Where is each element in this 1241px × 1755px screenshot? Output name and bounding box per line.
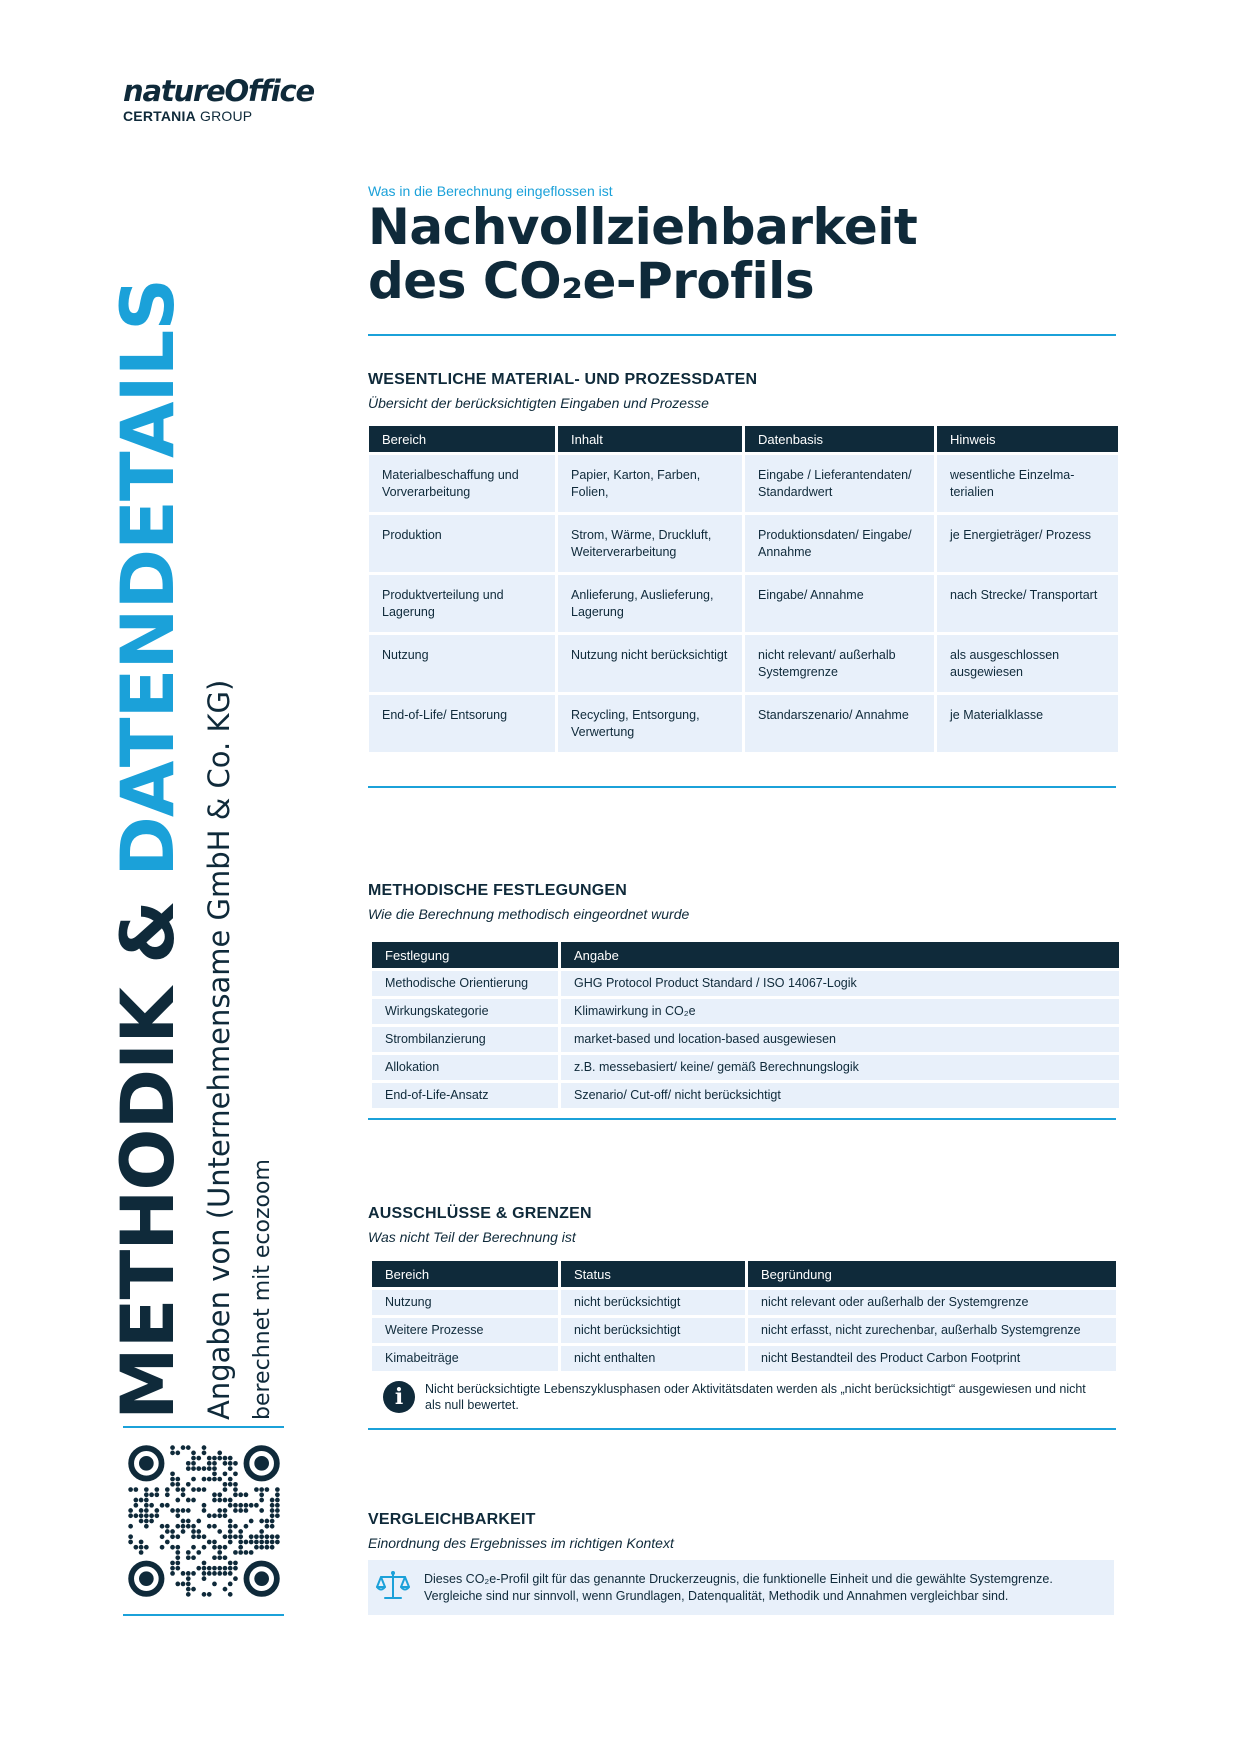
section4-title: VERGLEICHBARKEIT (368, 1511, 536, 1528)
page-title-line1: Nachvollziehbarkeit (368, 198, 918, 256)
scale-icon (375, 1568, 411, 1604)
logo-brand: natureOffice (123, 74, 314, 108)
qr-rule-bottom (123, 1614, 284, 1616)
table-header-cell: Hinweis (937, 426, 1118, 452)
section2-subtitle: Wie die Berechnung methodisch eingeordnet wurde (368, 906, 690, 922)
qr-code[interactable] (128, 1445, 280, 1597)
table-row (372, 1318, 1116, 1343)
table-row (372, 999, 1119, 1024)
table-cell: Anlieferung, Auslieferung, Lagerung (558, 575, 742, 632)
section3-title: AUSSCHLÜSSE & GRENZEN (368, 1205, 592, 1222)
qr-rule-top (123, 1426, 284, 1428)
table-cell: Klimawirkung in CO₂e (561, 999, 1119, 1024)
table-row (369, 635, 1118, 692)
comparability-text: Dieses CO₂e-Profil gilt für das genannte Druckerzeugnis, die funktionelle Einheit und die gewählte Systemgrenze. Vergleiche sind nur sinnvoll, wenn Grundlagen, Datenqualität, Methodik und Annahmen vergleichbar sind. (424, 1572, 1053, 1603)
logo-group-rest: GROUP (195, 108, 253, 124)
table-header-cell: Festlegung (372, 942, 558, 968)
section2-rule (368, 1118, 1116, 1120)
table-cell: Strom, Wärme, Druckluft, Weiterverarbeitung (558, 515, 742, 572)
table-row (369, 515, 1118, 572)
table-cell: Produktverteilung und Lagerung (369, 575, 555, 632)
table-cell: Produktion (369, 515, 555, 572)
exclusions-table (369, 1258, 1119, 1374)
table-cell: nach Strecke/ Transportart (937, 575, 1118, 632)
table-header-cell: Bereich (372, 1261, 558, 1287)
table-cell: End-of-Life/ Entsorung (369, 695, 555, 752)
table-cell: Standarszenario/ Annahme (745, 695, 934, 752)
table-cell: als ausgeschlossen ausgewiesen (937, 635, 1118, 692)
section1-title: WESENTLICHE MATERIAL- UND PROZESSDATEN (368, 371, 758, 388)
table-cell: nicht erfasst, nicht zurechenbar, außerhalb Systemgrenze (748, 1318, 1116, 1343)
table-cell: nicht berücksichtigt (561, 1318, 745, 1343)
table-row (369, 575, 1118, 632)
table-cell: market-based und location-based ausgewiesen (561, 1027, 1119, 1052)
table-row (372, 1290, 1116, 1315)
info-icon: i (383, 1381, 415, 1413)
table-cell: Eingabe/ Annahme (745, 575, 934, 632)
sidebar-subtitle: Angaben von (Unternehmensame GmbH & Co. KG) (202, 679, 236, 1420)
table-cell: Strombilanzierung (372, 1027, 558, 1052)
table-cell: je Materialklasse (937, 695, 1118, 752)
section3-rule (368, 1428, 1116, 1430)
table-cell: Eingabe / Lieferantendaten/ Standardwert (745, 455, 934, 512)
table-cell: je Energieträger/ Prozess (937, 515, 1118, 572)
table-cell: Recycling, Entsorgung, Verwertung (558, 695, 742, 752)
table-row (372, 1027, 1119, 1052)
table-header-row (372, 1261, 1116, 1287)
table-header-cell: Bereich (369, 426, 555, 452)
table-header-cell: Begründung (748, 1261, 1116, 1287)
sidebar-vertical (106, 15, 310, 1420)
sidebar-title (106, 279, 191, 1420)
table-row (372, 1346, 1116, 1371)
table-cell: nicht relevant oder außerhalb der Systemgrenze (748, 1290, 1116, 1315)
table-cell: wesentliche Einzelma-terialien (937, 455, 1118, 512)
table-cell: nicht berücksichtigt (561, 1290, 745, 1315)
sidebar-title-part1: METHODIK & (106, 876, 191, 1420)
table-row (372, 1055, 1119, 1080)
table-cell: nicht Bestandteil des Product Carbon Footprint (748, 1346, 1116, 1371)
table-row (369, 695, 1118, 752)
table-cell: nicht relevant/ außerhalb Systemgrenze (745, 635, 934, 692)
table-header-row (369, 426, 1118, 452)
table-cell: Materialbeschaffung und Vorverarbeitung (369, 455, 555, 512)
table-cell: Methodische Orientierung (372, 971, 558, 996)
table-row (369, 455, 1118, 512)
page-title (368, 200, 917, 308)
header-rule (368, 334, 1116, 336)
table-cell: Papier, Karton, Farben, Folien, (558, 455, 742, 512)
method-table (369, 939, 1122, 1111)
table-row (372, 1083, 1119, 1108)
table-cell: nicht enthalten (561, 1346, 745, 1371)
table-header-cell: Inhalt (558, 426, 742, 452)
section1-subtitle: Übersicht der berücksichtigten Eingaben und Prozesse (368, 395, 709, 411)
sidebar-title-part2: DATENDETAILS (106, 279, 191, 877)
table-cell: Kimabeiträge (372, 1346, 558, 1371)
table-cell: GHG Protocol Product Standard / ISO 14067-Logik (561, 971, 1119, 996)
table-header-cell: Datenbasis (745, 426, 934, 452)
table-cell: Wirkungskategorie (372, 999, 558, 1024)
table-header-cell: Status (561, 1261, 745, 1287)
header-eyebrow: Was in die Berechnung eingeflossen ist (368, 183, 613, 199)
table-cell: Nutzung (372, 1290, 558, 1315)
info-text: Nicht berücksichtigte Lebenszyklusphasen oder Aktivitätsdaten werden als „nicht berücksichtigt“ ausgewiesen und nicht als null bewertet. (425, 1382, 1086, 1412)
table-header-cell: Angabe (561, 942, 1119, 968)
section2-title: METHODISCHE FESTLEGUNGEN (368, 882, 628, 899)
table-cell: Nutzung nicht berücksichtigt (558, 635, 742, 692)
table-cell: End-of-Life-Ansatz (372, 1083, 558, 1108)
page-title-line2: des CO₂e-Profils (368, 252, 815, 310)
table-cell: Allokation (372, 1055, 558, 1080)
table-row (372, 971, 1119, 996)
table-cell: Weitere Prozesse (372, 1318, 558, 1343)
table-header-row (372, 942, 1119, 968)
table-cell: z.B. messebasiert/ keine/ gemäß Berechnungslogik (561, 1055, 1119, 1080)
section4-subtitle: Einordnung des Ergebnisses im richtigen Kontext (368, 1535, 674, 1551)
section1-rule (368, 786, 1116, 788)
table-cell: Szenario/ Cut-off/ nicht berücksichtigt (561, 1083, 1119, 1108)
section3-subtitle: Was nicht Teil der Berechnung ist (368, 1229, 576, 1245)
sidebar-subtitle2: berechnet mit ecozoom (250, 1159, 275, 1420)
logo-group-bold: CERTANIA (123, 108, 196, 124)
table-cell: Nutzung (369, 635, 555, 692)
material-process-table (366, 423, 1121, 755)
table-cell: Produktionsdaten/ Eingabe/ Annahme (745, 515, 934, 572)
